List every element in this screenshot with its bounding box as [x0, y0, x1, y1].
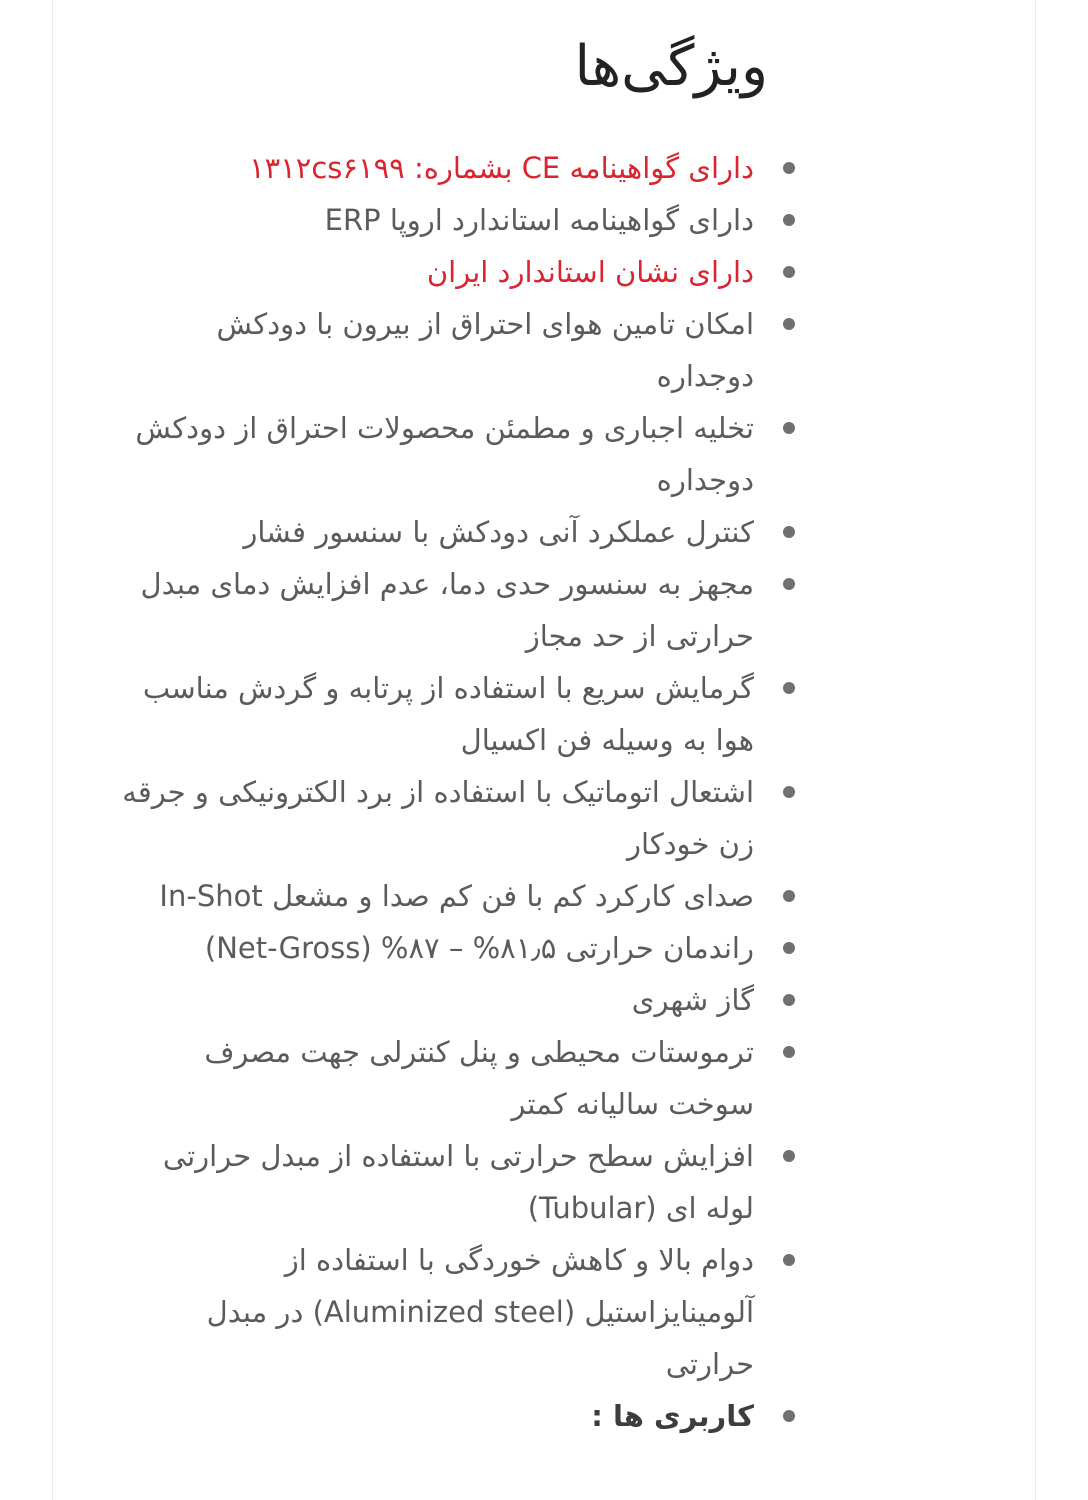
feature-list	[120, 142, 810, 1442]
feature-item-temperature-sensor: مجهز به سنسور حدی دما، عدم افزایش دمای مبدل حرارتی از حد مجاز	[120, 558, 810, 662]
feature-item-forced-exhaust: تخلیه اجباری و مطمئن محصولات احتراق از دودکش دوجداره	[120, 402, 810, 506]
feature-item-thermostat: ترموستات محیطی و پنل کنترلی جهت مصرف سوخت سالیانه کمتر	[120, 1026, 810, 1130]
section-heading: ویژگی‌ها	[574, 34, 768, 99]
feature-item-aluminized-steel: دوام بالا و کاهش خوردگی با استفاده از آلومینایزاستیل (Aluminized steel) در مبدل حرارتی	[120, 1234, 810, 1390]
feature-item-outside-air-supply: امکان تامین هوای احتراق از بیرون با دودکش دوجداره	[120, 298, 810, 402]
feature-item-pressure-sensor: کنترل عملکرد آنی دودکش با سنسور فشار	[120, 506, 810, 558]
feature-item-low-noise: صدای کارکرد کم با فن کم صدا و مشعل In-Shot	[120, 870, 810, 922]
feature-item-automatic-ignition: اشتعال اتوماتیک با استفاده از برد الکترونیکی و جرقه زن خودکار	[120, 766, 810, 870]
feature-item-iran-standard: دارای نشان استاندارد ایران	[120, 246, 810, 298]
feature-item-erp-certificate: دارای گواهینامه استاندارد اروپا ERP	[120, 194, 810, 246]
feature-item-ce-certificate: دارای گواهینامه CE بشماره: ۱۳۱۲cs۶۱۹۹	[120, 142, 810, 194]
feature-item-applications: کاربری ها :	[120, 1390, 810, 1442]
features-section	[120, 14, 810, 1442]
feature-item-efficiency: راندمان حرارتی ۸۱٫۵% – ۸۷% (Net-Gross)	[120, 922, 810, 974]
feature-item-natural-gas: گاز شهری	[120, 974, 810, 1026]
feature-item-tubular-exchanger: افزایش سطح حرارتی با استفاده از مبدل حرارتی لوله ای (Tubular)	[120, 1130, 810, 1234]
feature-item-fast-heating: گرمایش سریع با استفاده از پرتابه و گردش مناسب هوا به وسیله فن اکسیال	[120, 662, 810, 766]
